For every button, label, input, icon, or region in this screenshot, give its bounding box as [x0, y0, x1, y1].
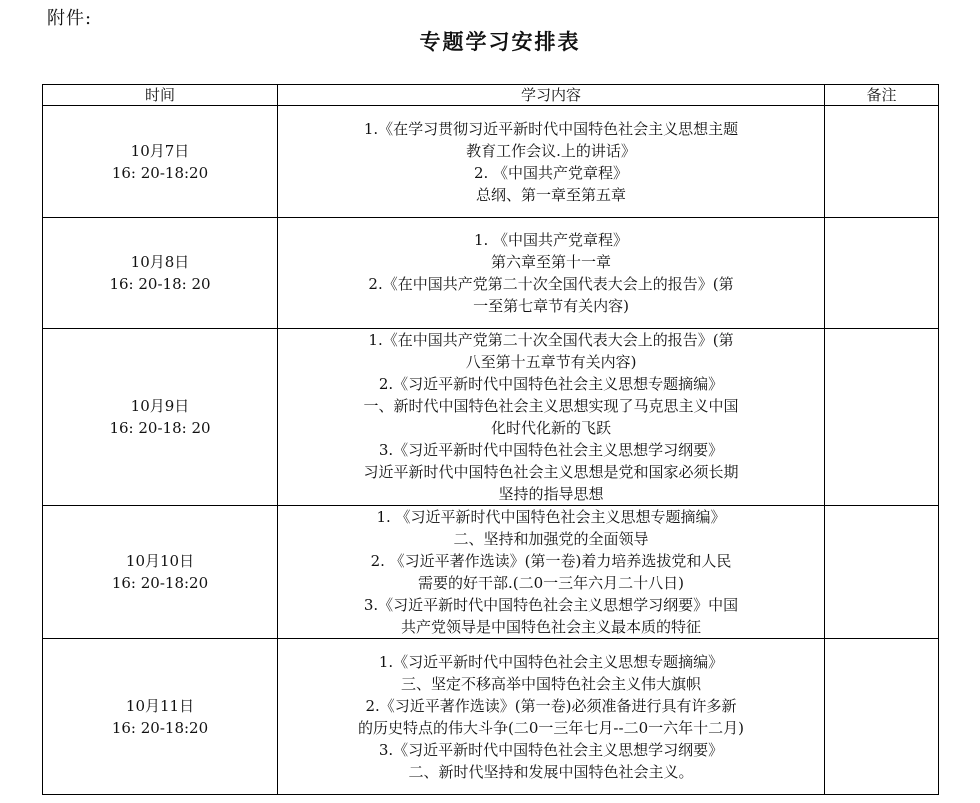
content-line: 1.《习近平新时代中国特色社会主义思想专题摘编》 [378, 652, 724, 671]
content-line: 3.《习近平新时代中国特色社会主义思想学习纲要》 [378, 740, 724, 759]
content-line: 1.《在学习贯彻习近平新时代中国特色社会主义思想主题 [363, 119, 739, 138]
content-line: 2. 《中国共产党章程》 [473, 163, 629, 182]
content-line: 二、坚持和加强党的全面领导 [453, 530, 649, 548]
content-line: 共产党领导是中国特色社会主义最本质的特征 [400, 618, 701, 636]
content-line: 需要的好干部.(二0一三年六月二十八日) [417, 574, 685, 592]
date-text: 10月8日 [130, 253, 190, 271]
content-line: 二、新时代坚持和发展中国特色社会主义。 [408, 762, 694, 781]
content-line: 教育工作会议.上的讲话》 [466, 141, 636, 160]
content-line: 一、新时代中国特色社会主义思想实现了马克思主义中国 [363, 397, 739, 415]
table-row [43, 329, 939, 506]
date-text: 10月11日 [125, 696, 195, 715]
note-cell [825, 506, 939, 639]
date-text: 10月9日 [130, 397, 190, 415]
attachment-label: 附件: [47, 8, 93, 29]
content-line: 总纲、第一章至第五章 [475, 185, 626, 204]
content-cell [278, 329, 825, 506]
note-cell [825, 639, 939, 795]
content-line: 3.《习近平新时代中国特色社会主义思想学习纲要》中国 [363, 596, 739, 614]
time-cell [43, 506, 278, 639]
content-cell [278, 506, 825, 639]
date-text: 10月10日 [125, 552, 195, 570]
time-text: 16: 20-18:20 [111, 718, 209, 737]
time-text: 16: 20-18: 20 [109, 275, 211, 293]
time-text: 16: 20-18: 20 [109, 419, 211, 437]
content-line: 2. 《习近平著作选读》(第一卷)着力培养选拔党和人民 [370, 552, 732, 570]
content-line: 2.《习近平新时代中国特色社会主义思想专题摘编》 [378, 375, 724, 393]
time-cell [43, 329, 278, 506]
schedule-table [42, 84, 939, 795]
content-line: 第六章至第十一章 [490, 253, 611, 271]
content-line: 2.《习近平著作选读》(第一卷)必须准备进行具有许多新 [365, 696, 737, 715]
content-line: 习近平新时代中国特色社会主义思想是党和国家必须长期 [363, 463, 739, 481]
content-cell [278, 639, 825, 795]
content-line: 坚持的指导思想 [498, 485, 604, 503]
note-cell [825, 218, 939, 329]
time-text: 16: 20-18:20 [111, 163, 209, 182]
date-text: 10月7日 [130, 141, 190, 160]
note-cell [825, 329, 939, 506]
content-line: 1. 《中国共产党章程》 [473, 231, 629, 249]
content-line: 化时代化新的飞跃 [490, 419, 611, 437]
time-cell [43, 639, 278, 795]
table-row [43, 639, 939, 795]
content-cell [278, 106, 825, 218]
note-cell [825, 106, 939, 218]
table-header-row [43, 85, 939, 106]
time-cell [43, 106, 278, 218]
content-line: 1. 《习近平新时代中国特色社会主义思想专题摘编》 [376, 508, 726, 526]
time-text: 16: 20-18:20 [111, 574, 209, 592]
column-header-content: 学习内容 [278, 85, 825, 106]
table-row [43, 106, 939, 218]
table-row [43, 218, 939, 329]
content-line: 一至第七章节有关内容) [473, 297, 629, 315]
content-line: 八至第十五章节有关内容) [465, 353, 637, 371]
content-line: 3.《习近平新时代中国特色社会主义思想学习纲要》 [378, 441, 724, 459]
content-line: 三、坚定不移高举中国特色社会主义伟大旗帜 [400, 674, 701, 693]
table-row [43, 506, 939, 639]
content-line: 1.《在中国共产党第二十次全国代表大会上的报告》(第 [368, 331, 734, 349]
content-cell [278, 218, 825, 329]
content-line: 的历史特点的伟大斗争(二0一三年七月--二0一六年十二月) [358, 718, 744, 737]
content-line: 2.《在中国共产党第二十次全国代表大会上的报告》(第 [368, 275, 734, 293]
column-header-time: 时间 [43, 85, 278, 106]
time-cell [43, 218, 278, 329]
page-title: 专题学习安排表 [419, 29, 581, 54]
column-header-note: 备注 [825, 85, 939, 106]
